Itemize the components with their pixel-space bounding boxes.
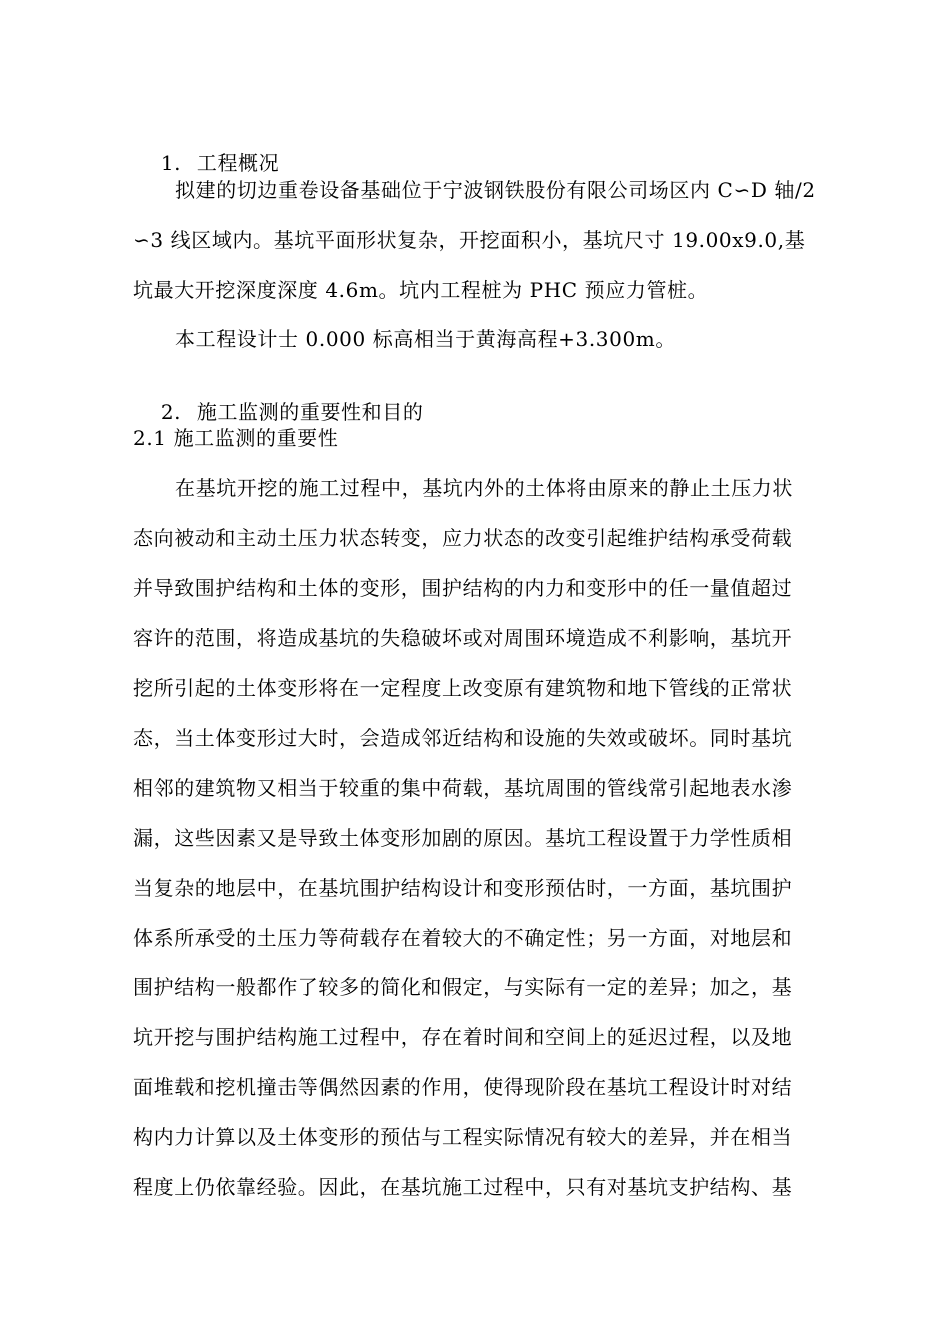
paragraph-line: 相邻的建筑物又相当于较重的集中荷载，基坑周围的管线常引起地表水渗 [133,776,793,800]
section-2-number: 2. [160,400,182,424]
paragraph-line: 漏，这些因素又是导致土体变形加剧的原因。基坑工程设置于力学性质相 [133,826,793,850]
paragraph-line: ∽3 线区域内。基坑平面形状复杂，开挖面积小，基坑尺寸 19.00x9.0,基 [133,228,806,252]
paragraph-line: 面堆载和挖机撞击等偶然因素的作用，使得现阶段在基坑工程设计时对结 [133,1075,793,1099]
section-1-title: 工程概况 [196,151,280,175]
paragraph-line: 并导致围护结构和土体的变形，围护结构的内力和变形中的任一量值超过 [133,576,793,600]
paragraph-line: 态向被动和主动土压力状态转变，应力状态的改变引起维护结构承受荷载 [133,526,793,550]
paragraph-line: 拟建的切边重卷设备基础位于宁波钢铁股份有限公司场区内 C∽D 轴/2 [175,178,816,202]
paragraph-line: 态，当土体变形过大时，会造成邻近结构和设施的失效或破坏。同时基坑 [133,726,793,750]
paragraph-line: 坑最大开挖深度深度 4.6m。坑内工程桩为 PHC 预应力管桩。 [133,278,709,302]
paragraph-line: 在基坑开挖的施工过程中，基坑内外的土体将由原来的静止土压力状 [175,476,793,500]
paragraph-line: 围护结构一般都作了较多的简化和假定，与实际有一定的差异；加之，基 [133,975,793,999]
section-2-1-heading: 2.1 施工监测的重要性 [133,426,339,450]
paragraph-line: 构内力计算以及土体变形的预估与工程实际情况有较大的差异，并在相当 [133,1125,793,1149]
section-1-number: 1. [160,151,182,175]
section-2-title: 施工监测的重要性和目的 [196,400,424,424]
paragraph-line: 当复杂的地层中，在基坑围护结构设计和变形预估时，一方面，基坑围护 [133,876,793,900]
paragraph-line: 本工程设计士 0.000 标高相当于黄海高程+3.300m。 [175,327,676,351]
paragraph-line: 坑开挖与围护结构施工过程中，存在着时间和空间上的延迟过程，以及地 [133,1025,793,1049]
paragraph-line: 程度上仍依靠经验。因此，在基坑施工过程中，只有对基坑支护结构、基 [133,1175,793,1199]
paragraph-line: 容许的范围，将造成基坑的失稳破坏或对周围环境造成不利影响，基坑开 [133,626,793,650]
paragraph-line: 挖所引起的土体变形将在一定程度上改变原有建筑物和地下管线的正常状 [133,676,793,700]
paragraph-line: 体系所承受的土压力等荷载存在着较大的不确定性；另一方面，对地层和 [133,926,793,950]
